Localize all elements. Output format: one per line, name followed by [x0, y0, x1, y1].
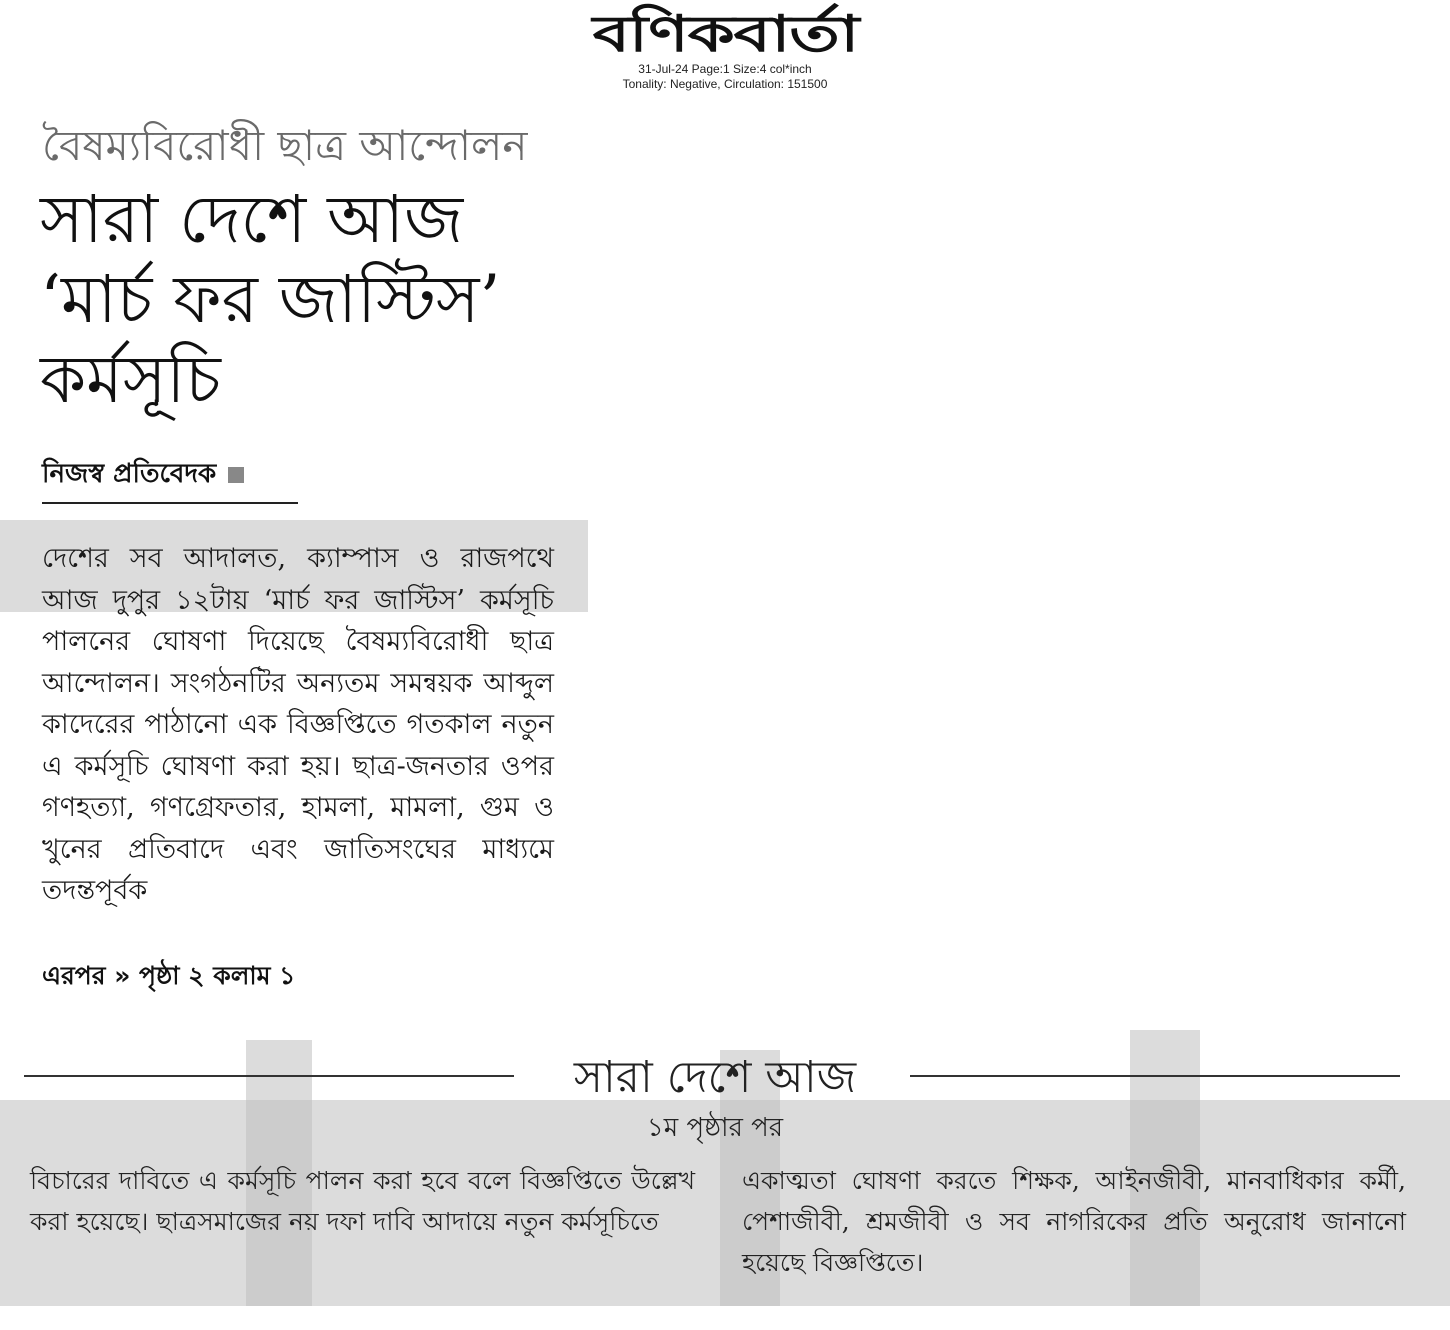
continuation-column-right: একাত্মতা ঘোষণা করতে শিক্ষক, আইনজীবী, মানবাধিকার কর্মী, পেশাজীবী, শ্রমজীবী ও সব নাগরিকের প্রতি অনুরোধ জানানো হয়েছে বিজ্ঞপ্তিতে। [742, 1166, 1406, 1277]
divider-right [910, 1075, 1400, 1077]
byline [42, 454, 298, 504]
article-kicker: বৈষম্যবিরোধী ছাত্র আন্দোলন [42, 121, 528, 170]
newspaper-logo: বণিকবার্তা [592, 5, 858, 63]
masthead [0, 6, 1450, 92]
clip-meta-line-2: Tonality: Negative, Circulation: 151500 [622, 77, 828, 91]
headline-line-3: কর্মসূচি [40, 341, 221, 418]
headline-line-1: সারা দেশে আজ [40, 181, 464, 258]
article-headline [40, 180, 560, 420]
continuation-jump: এরপর » পৃষ্ঠা ২ কলাম ১ [42, 961, 296, 990]
square-bullet-icon [228, 467, 244, 483]
byline-text: নিজস্ব প্রতিবেদক [42, 459, 217, 489]
continuation-title: সারা দেশে আজ [573, 1052, 857, 1103]
article-body: দেশের সব আদালত, ক্যাম্পাস ও রাজপথে আজ দুপুর ১২টায় ‘মার্চ ফর জাস্টিস’ কর্মসূচি পালনের ঘোষণা দিয়েছে বৈষম্যবিরোধী ছাত্র আন্দোলন। সংগঠনটির অন্যতম সমন্বয়ক আব্দুল কাদেরের পাঠানো এক বিজ্ঞপ্তিতে গতকাল নতুন এ কর্মসূচি ঘোষণা করা হয়। ছাত্র-জনতার ওপর গণহত্যা, গণগ্রেফতার, হামলা, মামলা, গুম ও খুনের প্রতিবাদে এবং জাতিসংঘের মাধ্যমে তদন্তপূর্বক [42, 543, 554, 906]
headline-line-2: ‘মার্চ ফর জাস্টিস’ [40, 261, 501, 338]
continuation-column-left: বিচারের দাবিতে এ কর্মসূচি পালন করা হবে বলে বিজ্ঞপ্তিতে উল্লেখ করা হয়েছে। ছাত্রসমাজের নয় দফা দাবি আদায়ে নতুন কর্মসূচিতে [30, 1166, 695, 1236]
continuation-subtitle: ১ম পৃষ্ঠার পর [646, 1113, 784, 1143]
divider-left [24, 1075, 514, 1077]
clip-meta-line-1: 31-Jul-24 Page:1 Size:4 col*inch [638, 62, 812, 76]
